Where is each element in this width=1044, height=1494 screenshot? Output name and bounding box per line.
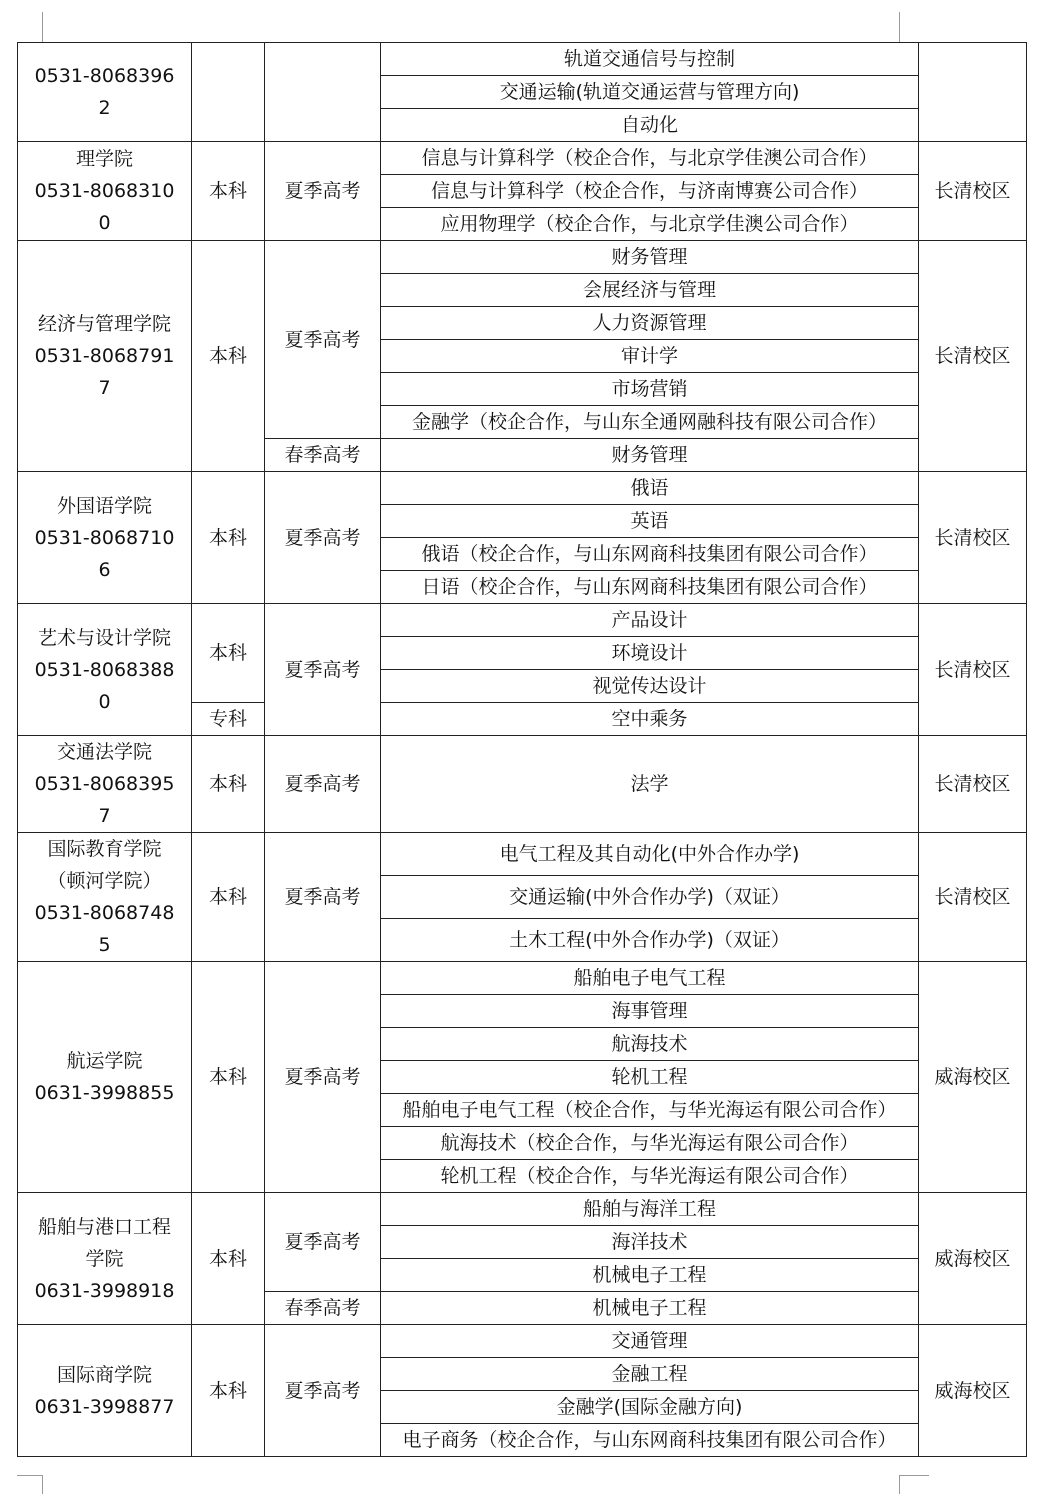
college-line: 交通法学院: [56, 741, 152, 763]
exam-type-cell: 夏季高考: [265, 962, 381, 1193]
crop-mark-top-right-vertical: [899, 12, 900, 42]
college-line: 0631-3998855: [34, 1082, 175, 1104]
major-cell: 海事管理: [381, 995, 919, 1028]
major-cell: 船舶与海洋工程: [381, 1193, 919, 1226]
major-cell: 人力资源管理: [381, 307, 919, 340]
major-cell: 财务管理: [381, 439, 919, 472]
major-cell: 金融工程: [381, 1358, 919, 1391]
level-cell: 本科: [192, 833, 265, 962]
exam-type-cell: 春季高考: [265, 439, 381, 472]
major-cell: 视觉传达设计: [381, 670, 919, 703]
college-line: 0: [98, 212, 111, 234]
college-line: 0531-8068310: [34, 180, 175, 202]
level-cell: 本科: [192, 1193, 265, 1325]
major-cell: 金融学（校企合作，与山东全通网融科技有限公司合作）: [381, 406, 919, 439]
college-cell: [18, 1193, 192, 1325]
major-cell: 交通运输(轨道交通运营与管理方向): [381, 76, 919, 109]
campus-cell: 长清校区: [919, 472, 1027, 604]
campus-cell: 威海校区: [919, 1325, 1027, 1457]
major-cell: 电气工程及其自动化(中外合作办学): [381, 833, 919, 876]
college-line: 航运学院: [66, 1050, 143, 1072]
major-cell: 空中乘务: [381, 703, 919, 736]
major-cell: 产品设计: [381, 604, 919, 637]
level-cell: 本科: [192, 736, 265, 833]
crop-mark-bottom-left-horizontal: [17, 1475, 43, 1476]
level-cell: 本科: [192, 472, 265, 604]
exam-type-cell: 夏季高考: [265, 604, 381, 736]
table-row: [18, 241, 1027, 274]
major-cell: 轨道交通信号与控制: [381, 43, 919, 76]
campus-cell: 长清校区: [919, 736, 1027, 833]
college-line: 0631-3998918: [34, 1279, 175, 1302]
exam-type-cell: [265, 43, 381, 142]
college-line: 理学院: [75, 148, 133, 170]
major-cell: 土木工程(中外合作办学)（双证）: [381, 919, 919, 962]
college-line: 0531-8068748: [34, 902, 175, 924]
admissions-table-body: [18, 43, 1027, 1457]
table-row: [18, 962, 1027, 995]
college-cell: [18, 472, 192, 604]
major-cell: 轮机工程: [381, 1061, 919, 1094]
major-cell: 航海技术: [381, 1028, 919, 1061]
exam-type-cell: 夏季高考: [265, 142, 381, 241]
college-line: 经济与管理学院: [37, 313, 171, 335]
college-line: 学院: [85, 1247, 124, 1270]
college-line: 0531-8068396: [34, 65, 175, 87]
campus-cell: 长清校区: [919, 604, 1027, 736]
major-cell: 信息与计算科学（校企合作，与济南博赛公司合作）: [381, 175, 919, 208]
admissions-table: [17, 42, 1027, 1457]
college-line: 0: [98, 690, 111, 713]
major-cell: 自动化: [381, 109, 919, 142]
college-cell: [18, 962, 192, 1193]
major-cell: 法学: [381, 736, 919, 833]
college-line: 0531-8068710: [34, 526, 175, 549]
table-row: [18, 43, 1027, 76]
crop-mark-bottom-left-vertical: [42, 1475, 43, 1494]
table-row: [18, 604, 1027, 637]
major-cell: 船舶电子电气工程: [381, 962, 919, 995]
college-cell: [18, 1325, 192, 1457]
college-line: 船舶与港口工程: [37, 1215, 171, 1238]
college-cell: [18, 241, 192, 472]
college-line: （顿河学院）: [47, 870, 162, 892]
major-cell: 机械电子工程: [381, 1259, 919, 1292]
college-line: 国际教育学院: [47, 838, 162, 860]
major-cell: 环境设计: [381, 637, 919, 670]
college-line: 6: [98, 558, 111, 581]
college-cell: [18, 833, 192, 962]
college-line: 0531-8068388: [34, 658, 175, 681]
major-cell: 会展经济与管理: [381, 274, 919, 307]
campus-cell: 威海校区: [919, 1193, 1027, 1325]
campus-cell: 长清校区: [919, 142, 1027, 241]
major-cell: 英语: [381, 505, 919, 538]
college-line: 0531-8068791: [34, 345, 175, 367]
level-cell: 本科: [192, 1325, 265, 1457]
major-cell: 俄语（校企合作，与山东网商科技集团有限公司合作）: [381, 538, 919, 571]
exam-type-cell: 夏季高考: [265, 472, 381, 604]
major-cell: 日语（校企合作，与山东网商科技集团有限公司合作）: [381, 571, 919, 604]
major-cell: 市场营销: [381, 373, 919, 406]
major-cell: 审计学: [381, 340, 919, 373]
exam-type-cell: 夏季高考: [265, 1193, 381, 1292]
crop-mark-bottom-right-horizontal: [899, 1475, 929, 1476]
major-cell: 金融学(国际金融方向): [381, 1391, 919, 1424]
college-line: 0531-8068395: [34, 773, 175, 795]
level-cell: 专科: [192, 703, 265, 736]
major-cell: 交通运输(中外合作办学)（双证）: [381, 876, 919, 919]
table-row: [18, 833, 1027, 876]
table-row: [18, 142, 1027, 175]
campus-cell: [919, 43, 1027, 142]
table-row: [18, 1193, 1027, 1226]
level-cell: [192, 43, 265, 142]
college-line: 外国语学院: [56, 494, 152, 517]
major-cell: 轮机工程（校企合作，与华光海运有限公司合作）: [381, 1160, 919, 1193]
exam-type-cell: 夏季高考: [265, 833, 381, 962]
exam-type-cell: 春季高考: [265, 1292, 381, 1325]
college-cell: [18, 142, 192, 241]
level-cell: 本科: [192, 241, 265, 472]
major-cell: 机械电子工程: [381, 1292, 919, 1325]
campus-cell: 长清校区: [919, 241, 1027, 472]
college-cell: [18, 43, 192, 142]
level-cell: 本科: [192, 604, 265, 703]
crop-mark-bottom-right-vertical: [899, 1475, 900, 1494]
exam-type-cell: 夏季高考: [265, 1325, 381, 1457]
exam-type-cell: 夏季高考: [265, 241, 381, 439]
college-cell: [18, 604, 192, 736]
major-cell: 应用物理学（校企合作，与北京学佳澳公司合作）: [381, 208, 919, 241]
college-cell: [18, 736, 192, 833]
major-cell: 航海技术（校企合作，与华光海运有限公司合作）: [381, 1127, 919, 1160]
college-line: 7: [98, 377, 111, 399]
table-row: [18, 736, 1027, 833]
college-line: 0631-3998877: [34, 1395, 175, 1418]
crop-mark-top-left-vertical: [42, 12, 43, 42]
campus-cell: 威海校区: [919, 962, 1027, 1193]
major-cell: 电子商务（校企合作，与山东网商科技集团有限公司合作）: [381, 1424, 919, 1457]
major-cell: 海洋技术: [381, 1226, 919, 1259]
major-cell: 交通管理: [381, 1325, 919, 1358]
major-cell: 船舶电子电气工程（校企合作，与华光海运有限公司合作）: [381, 1094, 919, 1127]
college-line: 5: [98, 934, 111, 956]
college-line: 7: [98, 805, 111, 827]
college-line: 艺术与设计学院: [37, 626, 171, 649]
college-line: 国际商学院: [56, 1363, 152, 1386]
level-cell: 本科: [192, 962, 265, 1193]
major-cell: 俄语: [381, 472, 919, 505]
major-cell: 信息与计算科学（校企合作，与北京学佳澳公司合作）: [381, 142, 919, 175]
campus-cell: 长清校区: [919, 833, 1027, 962]
table-row: [18, 1325, 1027, 1358]
major-cell: 财务管理: [381, 241, 919, 274]
table-row: [18, 472, 1027, 505]
level-cell: 本科: [192, 142, 265, 241]
college-line: 2: [98, 97, 111, 119]
exam-type-cell: 夏季高考: [265, 736, 381, 833]
